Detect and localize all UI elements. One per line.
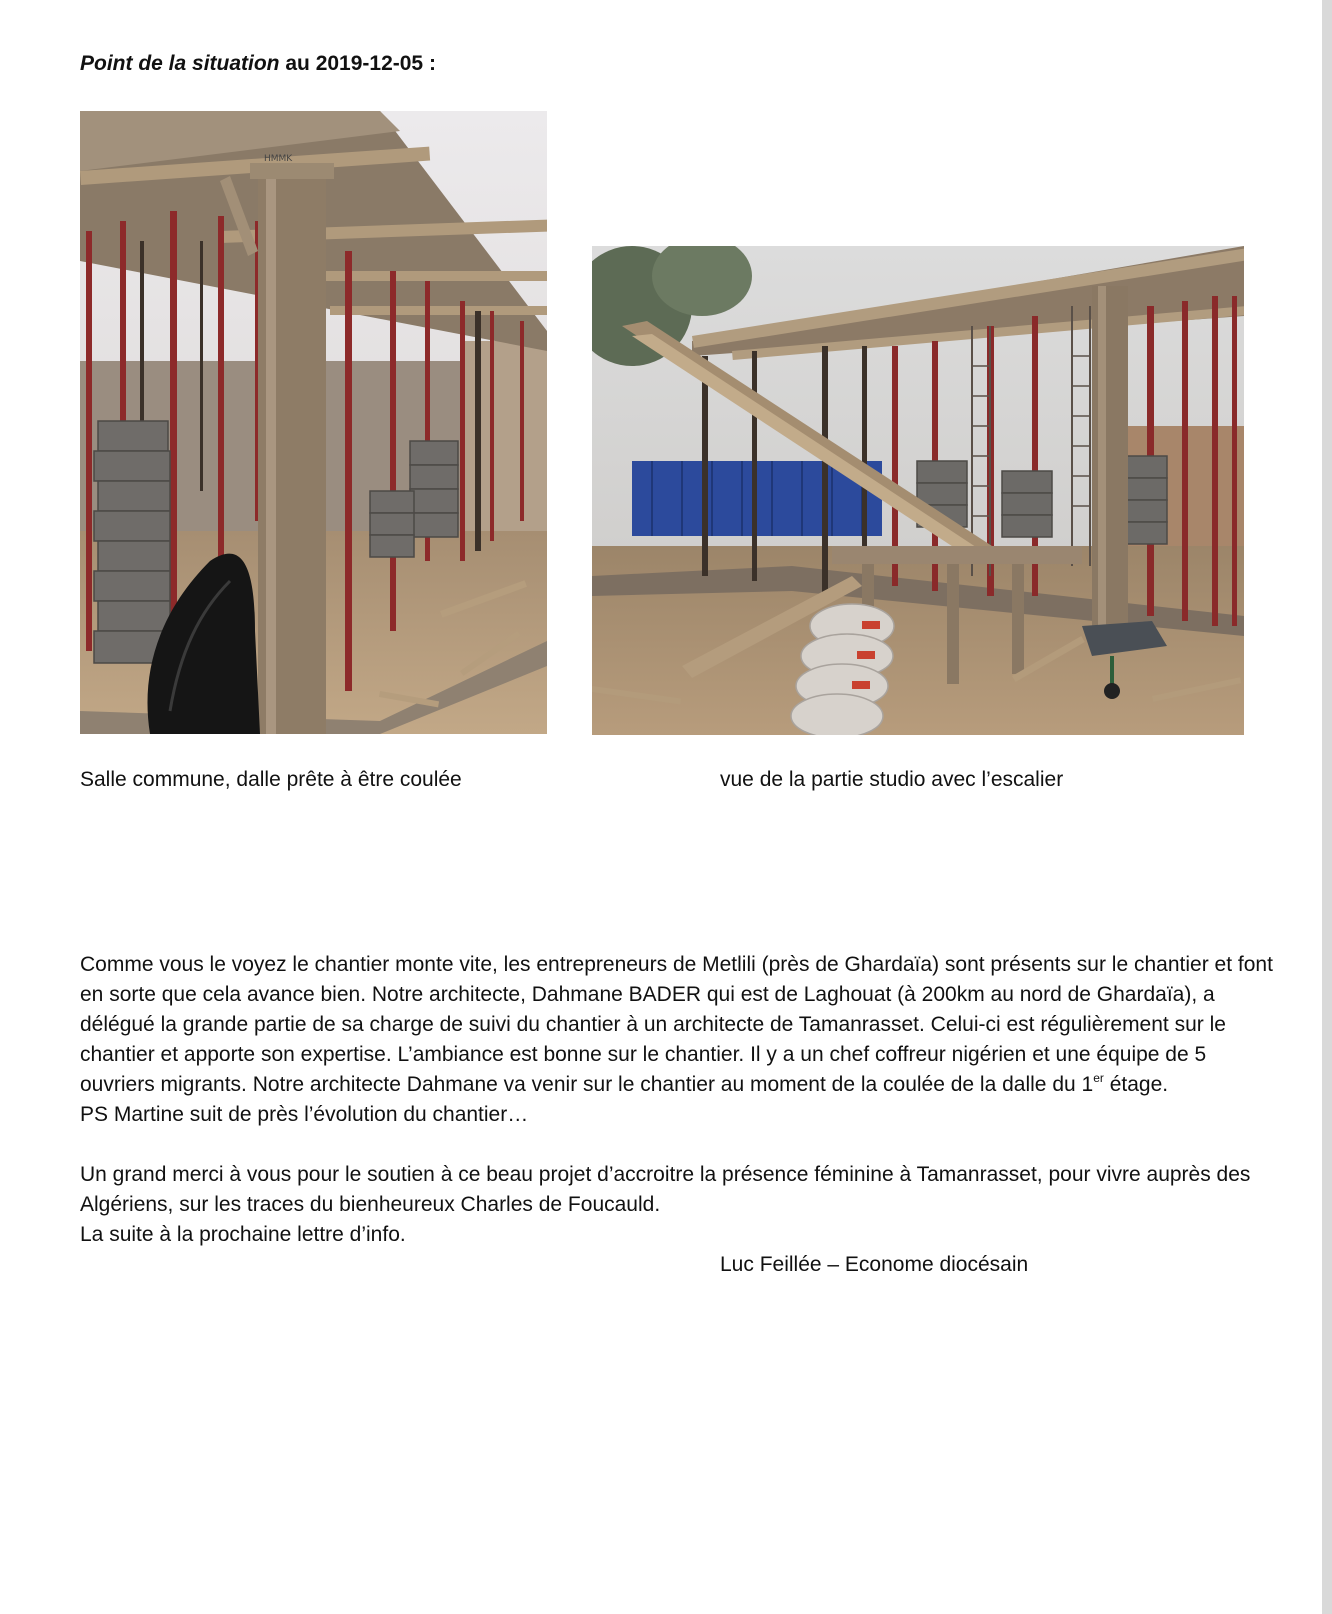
signature: Luc Feillée – Econome diocésain <box>720 1253 1029 1276</box>
caption-salle-commune: Salle commune, dalle prête à être coulée <box>80 768 462 791</box>
paragraph-chantier-text: Comme vous le voyez le chantier monte vite, les entrepreneurs de Metlili (près de Ghardaïa) sont présents sur le chantier et font en sorte que cela avance bien. Notre architecte, Dahmane BADER qui est de Laghouat (à 200km au nord de Ghardaïa), a délégué la grande partie de sa charge de suivi du chantier à un architecte de Tamanrasset. Celui-ci est régulièrement sur le chantier et apporte son expertise. L’ambiance est bonne sur le chantier. Il y a un chef coffreur nigérien et une équipe de 5 ouvriers migrants. Notre architecte Dahmane va venir sur le chantier au moment de la coulée de la dalle du 1 <box>80 953 1273 1096</box>
paragraph-next-letter: La suite à la prochaine lettre d’info. <box>80 1223 406 1246</box>
letter-body <box>80 950 1280 1280</box>
page-edge <box>1322 0 1332 1614</box>
heading-italic: Point de la situation <box>80 52 280 75</box>
heading-date: au 2019-12-05 : <box>279 52 436 75</box>
paragraph-chantier-end: étage. <box>1103 1073 1169 1096</box>
photo-partie-studio <box>592 246 1244 735</box>
paragraph-thanks: Un grand merci à vous pour le soutien à ce beau projet d’accroitre la présence féminine à Tamanrasset, pour vivre auprès des Algériens, sur les traces du bienheureux Charles de Foucauld. <box>80 1163 1251 1216</box>
paragraph-chantier <box>80 950 1280 1100</box>
paragraph-ps: PS Martine suit de près l’évolution du chantier… <box>80 1103 529 1126</box>
caption-partie-studio: vue de la partie studio avec l’escalier <box>720 768 1064 791</box>
photo-salle-commune <box>80 111 547 734</box>
superscript-er: er <box>1093 1071 1104 1085</box>
page-heading <box>80 52 436 76</box>
photo-stamp-label: HMMK <box>264 154 293 164</box>
